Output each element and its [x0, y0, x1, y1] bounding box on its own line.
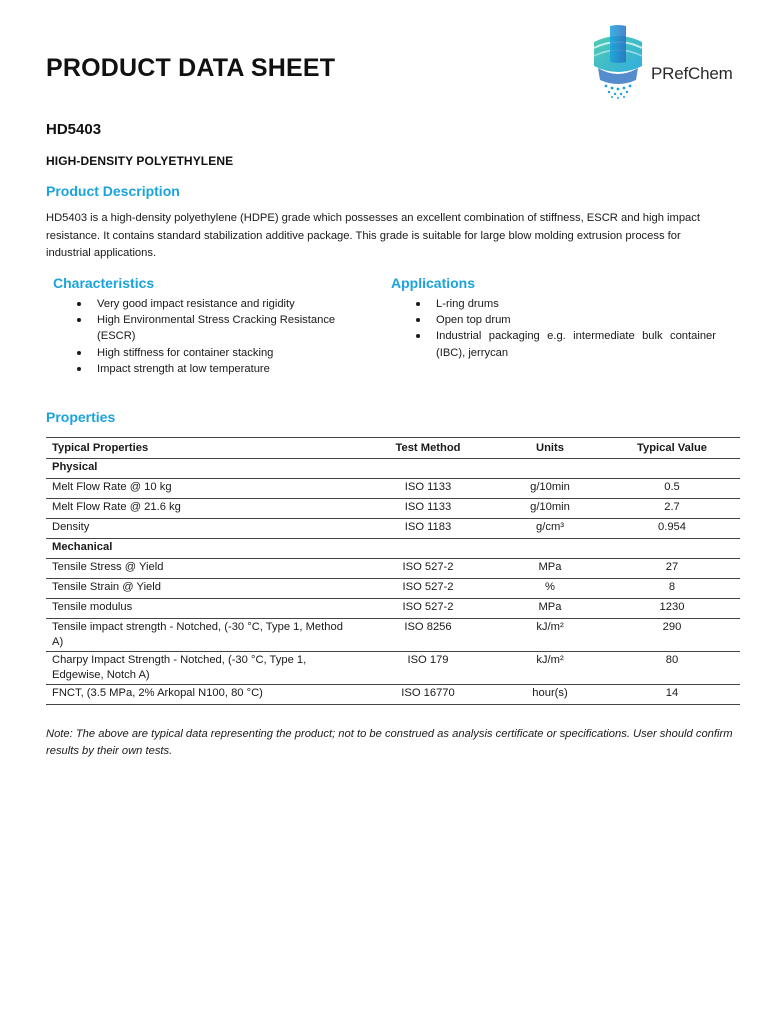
- category-row: [46, 539, 740, 559]
- property-name: Tensile impact strength - Notched, (-30 °C, Type 1, Method A): [46, 619, 360, 652]
- test-method: ISO 527-2: [360, 579, 496, 599]
- disclaimer-note: Note: The above are typical data representing the product; not to be construed as analysis certificate or specifications. User should confirm results by their own tests.: [46, 728, 733, 758]
- list-item: Industrial packaging e.g. intermediate bulk container (IBC), jerrycan: [415, 328, 716, 360]
- applications-list: [415, 296, 716, 361]
- list-item: High Environmental Stress Cracking Resistance (ESCR): [76, 312, 376, 344]
- column-header: Typical Properties: [46, 438, 360, 459]
- unit: hour(s): [496, 685, 604, 705]
- page-title: PRODUCT DATA SHEET: [46, 54, 336, 82]
- applications-heading: Applications: [391, 275, 476, 291]
- typical-value: 8: [604, 579, 740, 599]
- characteristics-list: [76, 296, 376, 377]
- property-name: Tensile Strain @ Yield: [46, 579, 360, 599]
- unit: %: [496, 579, 604, 599]
- property-name: Tensile Stress @ Yield: [46, 559, 360, 579]
- properties-heading: Properties: [46, 409, 116, 425]
- typical-value: 14: [604, 685, 740, 705]
- typical-value: 0.5: [604, 479, 740, 499]
- list-item: Impact strength at low temperature: [76, 361, 376, 377]
- typical-value: 0.954: [604, 519, 740, 539]
- table-row: [46, 559, 740, 579]
- characteristics-heading: Characteristics: [53, 275, 155, 291]
- column-header: Units: [496, 438, 604, 459]
- table-row: [46, 599, 740, 619]
- test-method: ISO 16770: [360, 685, 496, 705]
- test-method: ISO 1133: [360, 499, 496, 519]
- test-method: ISO 1133: [360, 479, 496, 499]
- unit: kJ/m²: [496, 652, 604, 685]
- unit: g/10min: [496, 479, 604, 499]
- list-item: Very good impact resistance and rigidity: [76, 296, 376, 312]
- test-method: ISO 527-2: [360, 599, 496, 619]
- property-name: Tensile modulus: [46, 599, 360, 619]
- description-heading: Product Description: [46, 183, 180, 199]
- typical-value: 290: [604, 619, 740, 652]
- table-row: [46, 499, 740, 519]
- unit: g/10min: [496, 499, 604, 519]
- list-item: Open top drum: [415, 312, 716, 328]
- description-text: HD5403 is a high-density polyethylene (HDPE) grade which possesses an excellent combination of stiffness, ESCR and high impact resistance. It contains standard stabilization additive package. This grade is suitable for large blow molding extrusion process for industrial applications.: [46, 212, 700, 260]
- unit: MPa: [496, 559, 604, 579]
- column-header: Test Method: [360, 438, 496, 459]
- list-item: High stiffness for container stacking: [76, 345, 376, 361]
- unit: kJ/m²: [496, 619, 604, 652]
- test-method: ISO 1183: [360, 519, 496, 539]
- typical-value: 27: [604, 559, 740, 579]
- logo-wordmark: PRefChem: [651, 64, 733, 83]
- test-method: ISO 8256: [360, 619, 496, 652]
- unit: g/cm³: [496, 519, 604, 539]
- table-row: [46, 619, 740, 652]
- product-code: HD5403: [46, 121, 102, 138]
- table-row: [46, 479, 740, 499]
- unit: MPa: [496, 599, 604, 619]
- list-item: L-ring drums: [415, 296, 716, 312]
- property-name: Melt Flow Rate @ 10 kg: [46, 479, 360, 499]
- property-name: Melt Flow Rate @ 21.6 kg: [46, 499, 360, 519]
- column-header: Typical Value: [604, 438, 740, 459]
- typical-value: 1230: [604, 599, 740, 619]
- table-row: [46, 685, 740, 705]
- properties-table: [46, 437, 740, 705]
- typical-value: 80: [604, 652, 740, 685]
- product-name: HIGH-DENSITY POLYETHYLENE: [46, 154, 234, 168]
- property-name: Density: [46, 519, 360, 539]
- test-method: ISO 179: [360, 652, 496, 685]
- table-header-row: [46, 438, 740, 459]
- test-method: ISO 527-2: [360, 559, 496, 579]
- property-name: Charpy Impact Strength - Notched, (-30 °C, Type 1, Edgewise, Notch A): [46, 652, 360, 685]
- logo-icon: [588, 22, 648, 102]
- category-label: Mechanical: [46, 539, 740, 559]
- table-row: [46, 579, 740, 599]
- property-name: FNCT, (3.5 MPa, 2% Arkopal N100, 80 °C): [46, 685, 360, 705]
- typical-value: 2.7: [604, 499, 740, 519]
- table-row: [46, 652, 740, 685]
- category-label: Physical: [46, 459, 740, 479]
- category-row: [46, 459, 740, 479]
- table-row: [46, 519, 740, 539]
- company-logo: [588, 22, 748, 102]
